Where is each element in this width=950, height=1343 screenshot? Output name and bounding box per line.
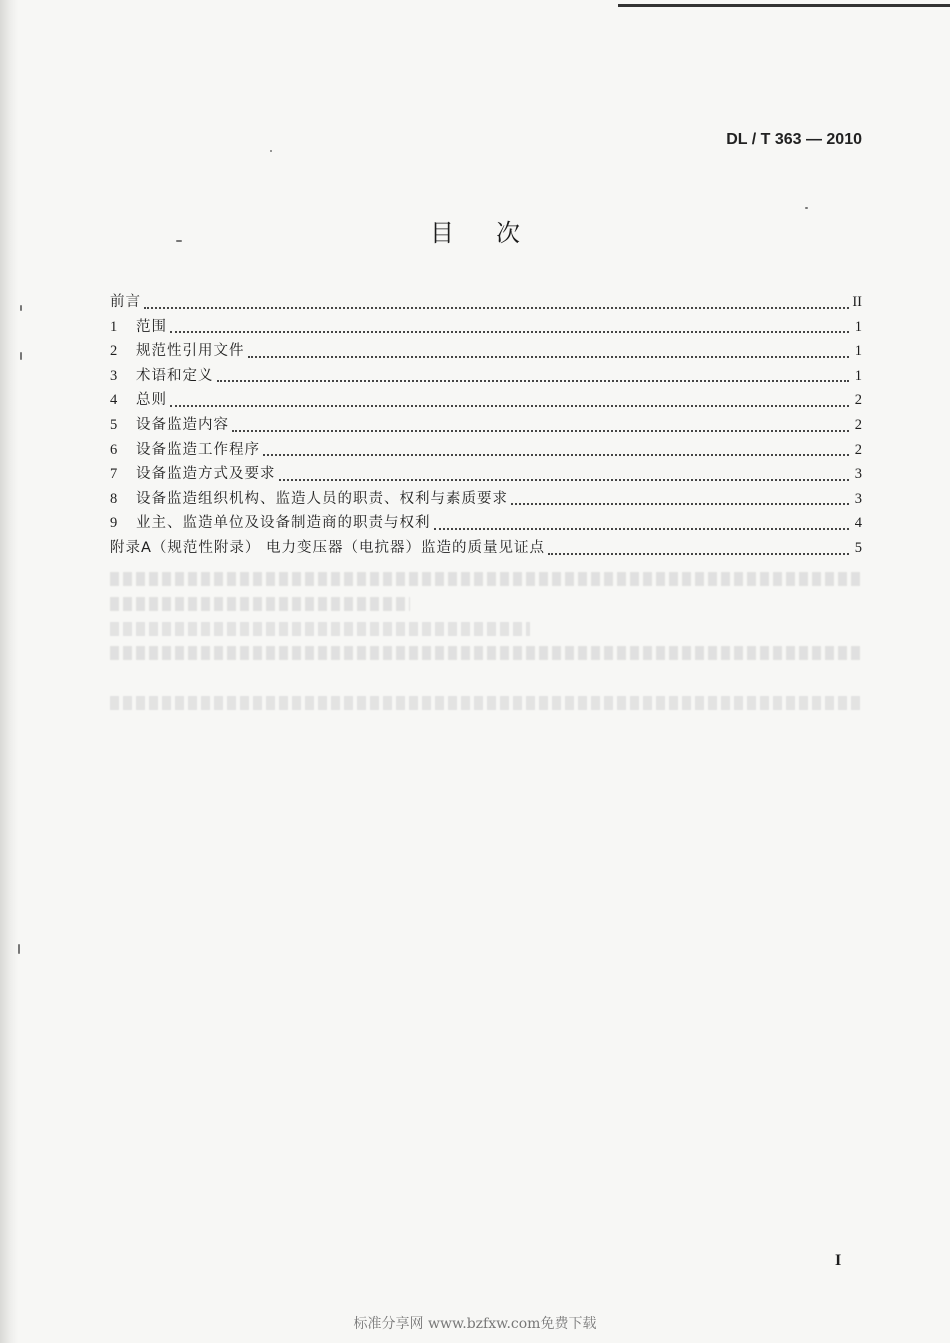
toc-entry-page: 2 xyxy=(854,416,862,433)
page-title: 目次 xyxy=(430,219,562,247)
toc-entry-page: 1 xyxy=(854,343,862,360)
toc-entry-label: 业主、监造单位及设备制造商的职责与权利 xyxy=(136,515,431,532)
watermark: 标准分享网 www.bzfxw.com免费下载 xyxy=(353,1316,597,1332)
toc-entry-number: 7 xyxy=(110,466,118,483)
toc-leader-dots xyxy=(511,502,849,505)
toc-leader-dots xyxy=(232,429,849,432)
toc-entry-number: 1 xyxy=(110,318,118,335)
toc-entry-number: 9 xyxy=(110,515,118,532)
toc-leader-dots xyxy=(248,355,850,358)
table-of-contents xyxy=(110,290,862,561)
toc-entry-page: 3 xyxy=(854,466,862,483)
toc-entry-page: 2 xyxy=(854,392,862,409)
scan-line xyxy=(618,4,950,7)
toc-leader-dots xyxy=(170,330,849,333)
toc-leader-dots xyxy=(263,453,849,456)
toc-entry[interactable] xyxy=(110,487,862,512)
toc-leader-dots xyxy=(279,478,850,481)
toc-entry-label: 设备监造组织机构、监造人员的职责、权利与素质要求 xyxy=(136,490,508,507)
toc-entry-label: 设备监造工作程序 xyxy=(136,441,260,458)
toc-entry-label: 总则 xyxy=(136,392,167,409)
toc-entry-number: 3 xyxy=(110,367,118,384)
toc-leader-dots xyxy=(217,379,850,382)
toc-leader-dots xyxy=(434,527,850,530)
scan-speck xyxy=(805,207,808,209)
toc-leader-dots xyxy=(548,552,849,555)
toc-leader-dots xyxy=(170,404,849,407)
toc-entry-number: 5 xyxy=(110,416,118,433)
scan-speck xyxy=(20,305,22,311)
toc-entry-label: 规范性引用文件 xyxy=(136,343,245,360)
toc-leader-dots xyxy=(144,306,849,309)
toc-entry-page: 2 xyxy=(854,441,862,458)
toc-entry-page: 3 xyxy=(854,490,862,507)
toc-entry-page: 4 xyxy=(854,515,862,532)
scan-edge xyxy=(0,0,18,1343)
toc-entry-number: 2 xyxy=(110,343,118,360)
toc-entry[interactable] xyxy=(110,413,862,438)
toc-entry-label: 术语和定义 xyxy=(136,367,214,384)
scan-speck xyxy=(18,944,20,954)
toc-entry-label: 附录A（规范性附录） 电力变压器（电抗器）监造的质量见证点 xyxy=(110,539,546,556)
toc-entry[interactable] xyxy=(110,536,862,561)
toc-entry[interactable] xyxy=(110,438,862,463)
document-code: DL / T 363 — 2010 xyxy=(726,131,862,148)
page-number: I xyxy=(835,1252,842,1269)
toc-entry[interactable] xyxy=(110,315,862,340)
toc-entry-page: II xyxy=(852,294,862,310)
toc-entry-number: 6 xyxy=(110,441,118,458)
toc-entry-number: 4 xyxy=(110,392,118,409)
toc-entry[interactable] xyxy=(110,388,862,413)
scan-speck xyxy=(270,150,272,152)
toc-entry[interactable] xyxy=(110,290,862,315)
toc-entry[interactable] xyxy=(110,339,862,364)
toc-entry-label: 设备监造方式及要求 xyxy=(136,466,276,483)
toc-entry[interactable] xyxy=(110,511,862,536)
toc-entry-page: 5 xyxy=(854,539,862,556)
toc-entry-label: 范围 xyxy=(136,318,167,335)
toc-entry-number: 8 xyxy=(110,490,118,507)
toc-entry-page: 1 xyxy=(854,318,862,335)
toc-entry-label: 前言 xyxy=(110,294,141,310)
toc-entry-label: 设备监造内容 xyxy=(136,416,229,433)
toc-entry[interactable] xyxy=(110,364,862,389)
scan-speck xyxy=(20,352,22,360)
toc-entry-page: 1 xyxy=(854,367,862,384)
toc-entry[interactable] xyxy=(110,462,862,487)
